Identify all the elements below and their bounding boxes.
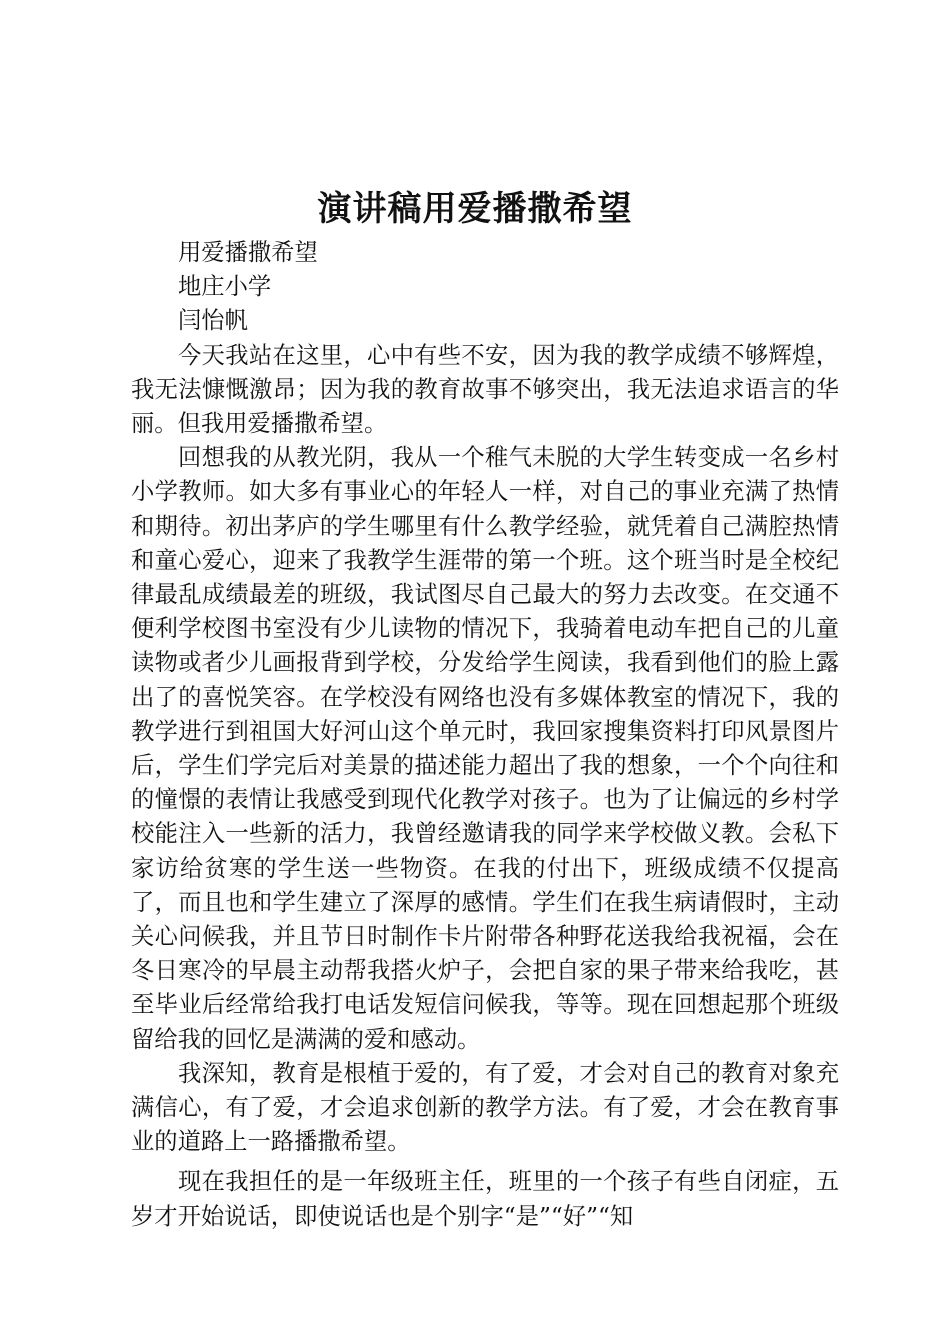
author-name-line: 闫怡帆: [178, 307, 248, 335]
school-name-line: 地庄小学: [178, 273, 272, 301]
document-title: 演讲稿用爱播撒希望: [317, 189, 633, 229]
document-body: [131, 236, 839, 1234]
paragraph-love: 我深知，教育是根植于爱的，有了爱，才会对自己的教育对象充满信心，有了爱，才会追求创新的教学方法。有了爱，才会在教育事业的道路上一路播撒希望。: [131, 1059, 839, 1156]
speech-title-line: 用爱播撒希望: [178, 239, 318, 266]
paragraph-current: 现在我担任的是一年级班主任，班里的一个孩子有些自闭症，五岁才开始说话，即使说话也是个别字“是”“好”“知: [131, 1168, 839, 1230]
paragraph-intro: 今天我站在这里，心中有些不安，因为我的教学成绩不够辉煌，我无法慷慨激昂；因为我的教育故事不够突出，我无法追求语言的华丽。但我用爱播撒希望。: [131, 341, 839, 438]
paragraph-memories: 回想我的从教光阴，我从一个稚气未脱的大学生转变成一名乡村小学教师。如大多有事业心的年轻人一样，对自己的事业充满了热情和期待。初出茅庐的学生哪里有什么教学经验，就凭着自己满腔热情和童心爱心，迎来了我教学生涯带的第一个班。这个班当时是全校纪律最乱成绩最差的班级，我试图尽自己最大的努力去改变。在交通不便利学校图书室没有少儿读物的情况下，我骑着电动车把自己的儿童读物或者少儿画报背到学校，分发给学生阅读，我看到他们的脸上露出了的喜悦笑容。在学校没有网络也没有多媒体教室的情况下，我的教学进行到祖国大好河山这个单元时，我回家搜集资料打印风景图片后，学生们学完后对美景的描述能力超出了我的想象，一个个向往和的憧憬的表情让我感受到现代化教学对孩子。也为了让偏远的乡村学校能注入一些新的活力，我曾经邀请我的同学来学校做义教。会私下家访给贫寒的学生送一些物资。在我的付出下，班级成绩不仅提高了，而且也和学生建立了深厚的感情。学生们在我生病请假时，主动关心问候我，并且节日时制作卡片附带各种野花送我给我祝福，会在冬日寒冷的早晨主动帮我搭火炉子，会把自家的果子带来给我吃，甚至毕业后经常给我打电话发短信问候我，等等。现在回想起那个班级留给我的回忆是满满的爱和感动。: [131, 444, 839, 1053]
